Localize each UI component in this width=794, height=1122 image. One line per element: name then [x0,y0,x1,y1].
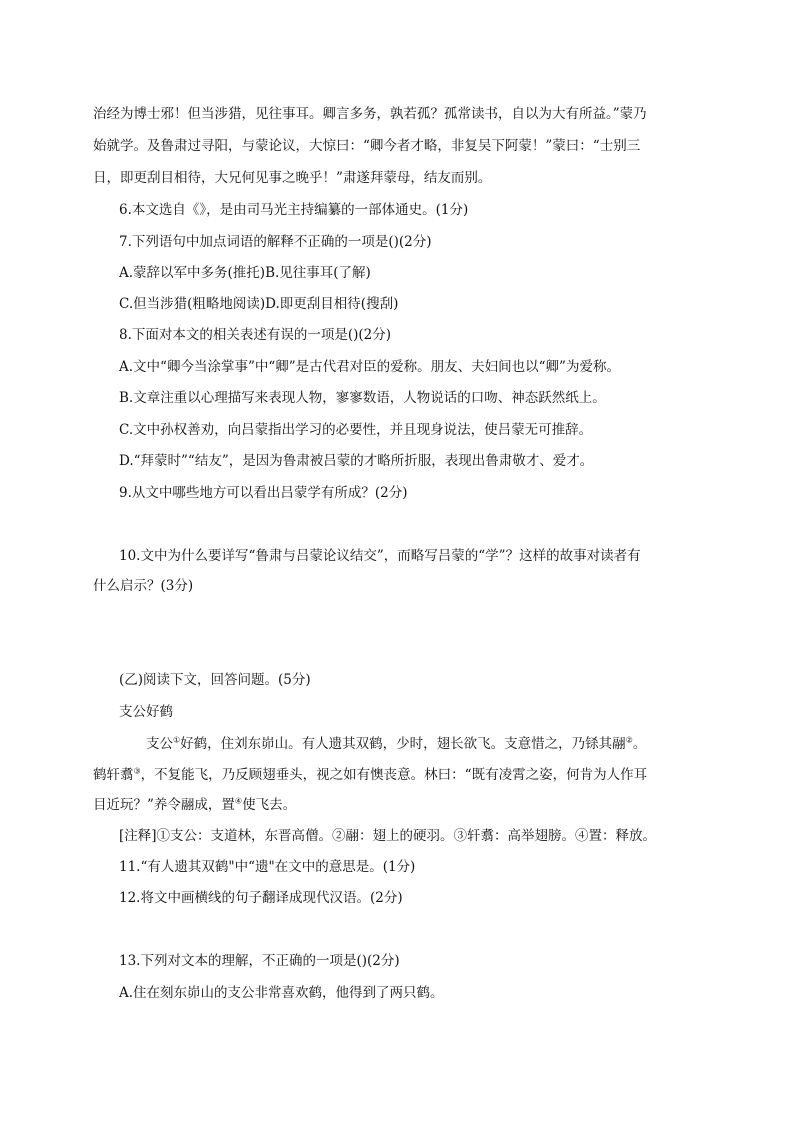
text-segment: 支公 [146,736,173,752]
question-10-line-1: 10.文中为什么要详写“鲁肃与吕蒙论议结交”，而略写吕蒙的“学”？这样的故事对读者有 [119,548,641,564]
section-b-heading: (乙)阅读下文，回答问题。(5分) [119,672,311,688]
question-6: 6.本文选自《》，是由司马光主持编纂的一部体通史。(1分) [119,202,469,218]
footnote-mark-3: ③ [133,766,141,776]
section-b-text-line-1 [146,734,646,754]
question-7-options-ab: A.蒙辞以军中多务(推托)B.见往事耳(了解) [119,265,371,281]
footnote-mark-2: ② [625,735,633,745]
question-12: 12.将文中画横线的句子翻译成现代汉语。(2分) [119,890,403,906]
footnote-mark-1: ① [173,735,181,745]
question-9: 9.从文中哪些地方可以看出吕蒙学有所成？(2分) [119,485,408,501]
passage-a-line-1: 治经为博士邪！但当涉猎，见往事耳。卿言多务，孰若孤？孤常读书，自以为大有所益。”蒙乃 [93,106,647,122]
text-segment: 好鹤，住刘东峁山。有人遗其双鹤，少时，翅长欲飞。支意惜之，乃铩其翮 [180,736,626,752]
section-b-notes: [注释]①支公：支道林，东晋高僧。②翮：翅上的硬羽。③轩翥：高举翅膀。④置：释放。 [119,828,657,844]
question-10-line-2: 什么启示？(3分) [93,578,194,594]
question-13: 13.下列对文本的理解，不正确的一项是()(2分) [119,953,400,969]
question-7-options-cd: C.但当涉猎(粗略地阅读)D.即更刮目相待(搜刮) [119,296,399,312]
question-8-option-c: C.文中孙权善劝，向吕蒙指出学习的必要性，并且现身说法，使吕蒙无可推辞。 [119,422,593,438]
text-segment: 目近玩？”养令翮成，置 [93,797,235,813]
text-segment: 鹤轩翥 [93,767,134,783]
text-segment: 使飞去。 [242,797,297,813]
text-segment: 。 [632,736,647,752]
passage-a-line-3: 日，即更刮目相待，大兄何见事之晚乎！”肃遂拜蒙母，结友而别。 [93,170,492,186]
section-b-text-line-2 [93,765,647,785]
question-7: 7.下列语句中加点词语的解释不正确的一项是()(2分) [119,234,432,250]
section-b-text-line-3 [93,795,296,815]
section-b-title: 支公好鹤 [119,704,173,720]
question-11: 11.“有人遗其双鹤"中“遗"在文中的意思是。(1分) [119,859,416,875]
question-13-option-a: A.住在刻东峁山的支公非常喜欢鹤，他得到了两只鹤。 [119,985,444,1001]
footnote-mark-4: ④ [234,796,243,806]
text-segment: ，不复能飞，乃反顾翅垂头，视之如有懊丧意。林曰：“既有凌霄之姿，何肯为人作耳 [140,767,648,783]
question-8-option-d: D.“拜蒙时”“结友”，是因为鲁肃被吕蒙的才略所折服，表现出鲁肃敬才、爱才。 [119,453,594,469]
question-8-option-a: A.文中“卿今当涂掌事”中“卿”是古代君对臣的爱称。朋友、夫妇间也以“卿”为爱称。 [119,359,620,375]
question-8-option-b: B.文章注重以心理描写来表现人物，寥寥数语，人物说话的口吻、神态跃然纸上。 [119,390,606,406]
question-8: 8.下面对本文的相关表述有误的一项是()(2分) [119,327,392,343]
passage-a-line-2: 始就学。及鲁肃过寻阳，与蒙论议，大惊曰：“卿今者才略，非复吴下阿蒙！”蒙曰：“士别三 [93,138,641,154]
